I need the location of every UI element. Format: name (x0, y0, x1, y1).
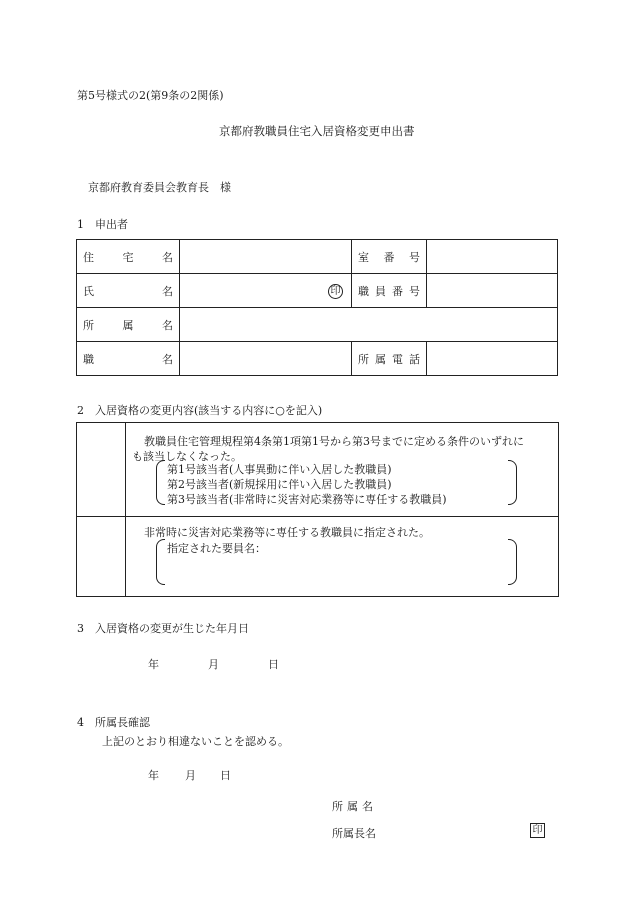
form-number: 第5号様式の2(第9条の2関係) (77, 89, 224, 102)
office-phone-field[interactable] (427, 342, 558, 376)
change-content-box (76, 422, 559, 597)
label-housing-name: 住 宅 名 (77, 240, 180, 274)
applicant-table (76, 239, 558, 376)
confirm-date-day: 日 (220, 769, 231, 782)
label-name: 氏 名 (77, 274, 180, 308)
affiliation-label: 所属名 (332, 800, 377, 813)
addressee: 京都府教育委員会教育長 様 (88, 181, 231, 194)
label-office-phone: 所 属 電 話 (352, 342, 427, 376)
seal-icon: 印 (530, 823, 545, 838)
section1-heading: 1 申出者 (77, 218, 128, 231)
check-cell-1[interactable] (77, 423, 125, 516)
check-cell-2[interactable] (77, 517, 125, 596)
room-number-field[interactable] (427, 240, 558, 274)
change-date-day: 日 (268, 658, 279, 671)
section3-heading: 3 入居資格の変更が生じた年月日 (77, 622, 249, 635)
affiliation-field[interactable] (180, 308, 558, 342)
item1-option-1: 第1号該当者(人事異動に伴い入居した教職員) (167, 463, 392, 476)
confirm-date-month: 月 (185, 769, 196, 782)
item1-option-3: 第3号該当者(非常時に災害対応業務等に専任する教職員) (167, 493, 447, 506)
label-job-title: 職 名 (77, 342, 180, 376)
confirm-date-year: 年 (148, 769, 159, 782)
label-employee-number: 職 員 番 号 (352, 274, 427, 308)
page-title: 京都府教職員住宅入居資格変更申出書 (219, 124, 415, 138)
job-title-field[interactable] (180, 342, 352, 376)
designated-member-label: 指定された要員名： (167, 542, 266, 555)
item1-line2: も該当しなくなった。 (132, 450, 242, 463)
item1-line1: 教職員住宅管理規程第4条第1項第1号から第3号までに定める条件のいずれに (144, 435, 524, 448)
item2-line1: 非常時に災害対応業務等に専任する教職員に指定された。 (144, 526, 430, 539)
head-name-label: 所属長名 (332, 827, 376, 840)
designated-member-field[interactable] (257, 540, 502, 580)
section4-heading: 4 所属長確認 (77, 716, 150, 729)
section2-heading: 2 入居資格の変更内容(該当する内容に○を記入) (77, 404, 323, 417)
housing-name-field[interactable] (180, 240, 352, 274)
employee-number-field[interactable] (427, 274, 558, 308)
change-date-month: 月 (208, 658, 219, 671)
item1-option-2: 第2号該当者(新規採用に伴い入居した教職員) (167, 478, 392, 491)
label-affiliation: 所 属 名 (77, 308, 180, 342)
seal-icon: 印 (328, 284, 343, 299)
name-field[interactable] (180, 274, 352, 308)
change-date-year: 年 (148, 658, 159, 671)
label-room-number: 室 番 号 (352, 240, 427, 274)
confirmation-statement: 上記のとおり相違ないことを認める。 (102, 735, 289, 748)
